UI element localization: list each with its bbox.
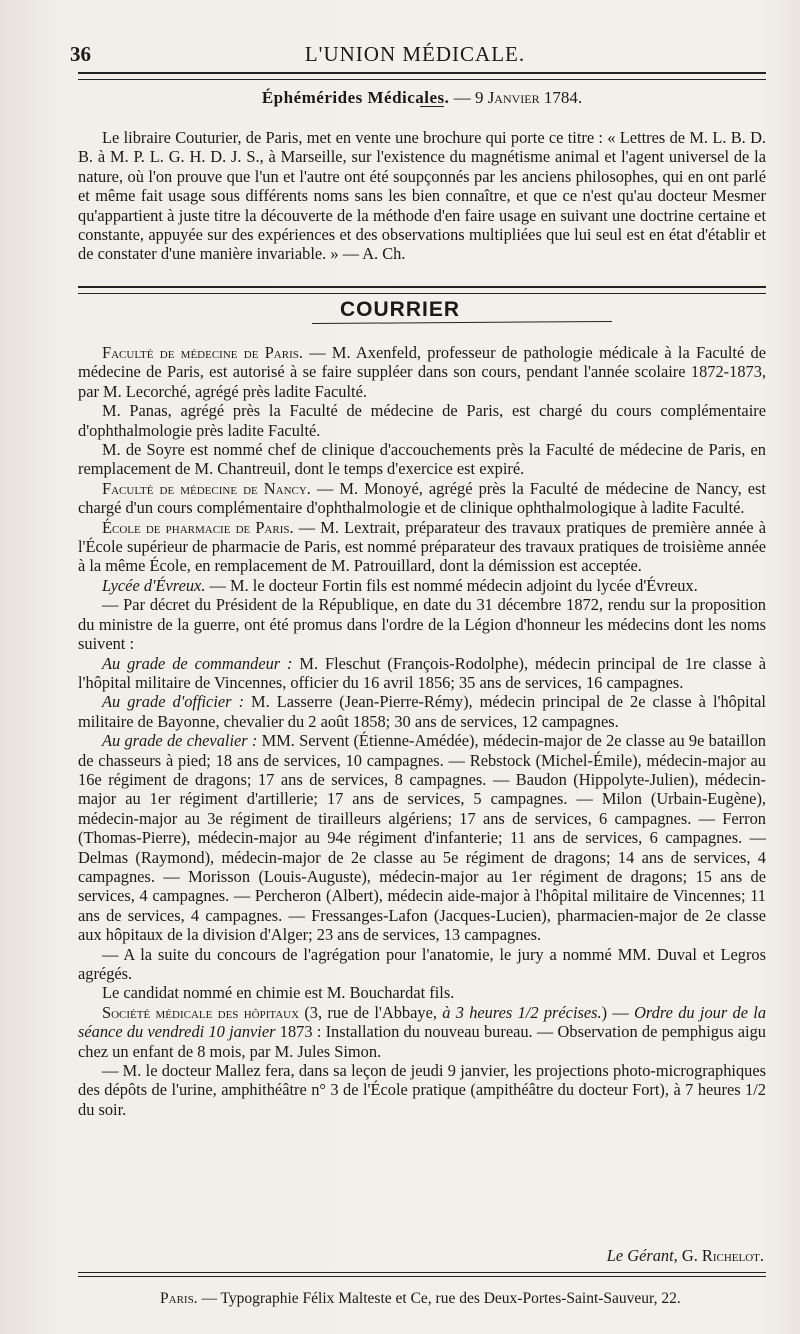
nancy-faculty-lead: Faculté de médecine de Nancy. <box>102 478 311 498</box>
chevalier-text: MM. Servent (Étienne-Amédée), médecin-major de 2e classe au 9e bataillon de chasseurs à pied; 18 ans de services, 10 campagnes. — Rebstock (Michel-Émile), médecin-major au 16e régiment de dragons; 17 ans de services, 8 campagnes. — Baudon (Hippolyte-Julien), médecin-major au 1er régiment d'artillerie; 17 ans de services, 5 campagnes. — Milon (Urbain-Eugène), médecin-major au 3e régiment de tirailleurs algériens; 17 ans de services, 6 campagnes. — Ferron (Thomas-Pierre), médecin-major au 94e régiment d'infanterie; 11 ans de services, 6 campagnes. — Delmas (Raymond), médecin-major de 2e classe au 5e régiment de dragons; 14 ans de services, 4 campagnes. — Morisson (Louis-Auguste), médecin-major au 1er régiment de dragons; 15 ans de services, 4 campagnes. — Percheron (Albert), médecin aide-major à l'hôpital militaire de Vincennes; 11 ans de services, 4 campagnes. — Fressanges-Lafon (Jacques-Lucien), pharmacien-major de 2e classe aux hôpitaux de la division d'Alger; 23 ans de services, 13 campagnes. <box>78 731 766 945</box>
paris-faculty-paragraph <box>78 343 766 401</box>
societe-medicale-text: 1873 : Installation du nouveau bureau. — Observation de pemphigus aigu chez un enfant de 8 mois, par M. Jules Simon. <box>78 1022 766 1061</box>
lycee-evreux-paragraph <box>78 576 766 595</box>
nancy-faculty-text: — M. Monoyé, agrégé près la Faculté de médecine de Nancy, est chargé d'un cours complémentaire d'ophthalmologie et de clinique ophthalmologique à ladite Faculté. <box>78 478 766 518</box>
societe-medicale-paragraph <box>78 1003 766 1061</box>
header-rule <box>78 72 766 80</box>
ephemerides-section <box>78 88 766 264</box>
mallez-paragraph: — M. le docteur Mallez fera, dans sa leçon de jeudi 9 janvier, les projections photo-micrographiques des dépôts de l'urine, amphithéâtre n° 3 de l'École pratique (ampithéâtre du docteur Fort), à 7 heures 1/2 du soir. <box>78 1061 766 1119</box>
commandeur-paragraph <box>78 654 766 693</box>
societe-medicale-order: Ordre du jour de la séance du vendredi 10 janvier <box>78 1002 767 1042</box>
legion-honneur-paragraph: — Par décret du Président de la République, en date du 31 décembre 1872, rendu sur la proposition du ministre de la guerre, ont été promus dans l'ordre de la Légion d'honneur les médecins dont les noms suivent : <box>78 595 766 654</box>
chevalier-lead: Au grade de chevalier : <box>102 731 258 751</box>
footer-rule-top <box>78 1272 766 1273</box>
panas-paragraph: M. Panas, agrégé près la Faculté de médecine de Paris, est chargé du cours complémentaire d'ophthalmologie près ladite Faculté. <box>78 401 766 440</box>
paris-faculty-text: — M. Axenfeld, professeur de pathologie médicale à la Faculté de médecine de Paris, est autorisé à se faire suppléer dans son cours, pendant l'année scolaire 1872-1873, par M. Lecorché, agrégé près ladite Faculté. <box>78 343 766 401</box>
courrier-title: COURRIER <box>339 298 460 321</box>
footer-rule-bottom <box>78 1276 766 1277</box>
journal-title: L'UNION MÉDICALE. <box>304 42 526 66</box>
imprint-text: — Typographie Félix Malteste et Ce, rue des Deux-Portes-Saint-Sauveur, 22. <box>197 1290 681 1307</box>
societe-medicale-lead: Société médicale des hôpitaux <box>102 1002 300 1022</box>
printer-imprint <box>160 1290 770 1308</box>
ephemerides-text: Le libraire Couturier, de Paris, met en vente une brochure qui porte ce titre : « Lettres de M. L. B. D. B. à M. P. L. G. H. D. J. S., à Marseille, sur l'existence du magnétisme animal et l'agent universel de la nature, où l'on prouve que l'un et l'autre ont été soupçonnés par les anciens philosophes, qui en ont parlé et même fait usage sous différents noms sans les bien connaître, et que ce n'est qu'au docteur Mesmer qu'appartient à juste titre la découverte de la méthode d'en faire usage en suivant une doctrine certaine et constante, appuyée sur des expériences et des observations multipliées que lui seul est en état d'établir et de constater d'une manière invariable. » — A. Ch. <box>78 128 766 264</box>
chimie-paragraph: Le candidat nommé en chimie est M. Bouchardat fils. <box>102 983 455 1003</box>
chevalier-paragraph <box>78 731 766 944</box>
heading-dash <box>420 106 444 107</box>
signature <box>607 1246 764 1266</box>
officier-text: M. Lasserre (Jean-Pierre-Rémy), médecin principal de 2e classe à l'hôpital militaire de Bayonne, chevalier du 2 août 1858; 30 ans de services, 12 campagnes. <box>78 692 766 731</box>
pharmacy-school-text: — M. Lextrait, préparateur des travaux pratiques de première année à l'École supérieur de pharmacie de Paris, est nommé préparateur des travaux pratiques de troisième année à la même École, en remplacement de M. Patrouillard, dont la démission est acceptée. <box>78 517 766 576</box>
section-rule <box>78 286 766 294</box>
ephemerides-heading-title: Éphémérides Médicales. <box>261 88 450 107</box>
commandeur-lead: Au grade de commandeur : <box>102 653 293 673</box>
lycee-evreux-lead: Lycée d'Évreux. <box>102 575 206 595</box>
signature-role: Le Gérant, <box>606 1246 678 1265</box>
courrier-section <box>78 343 766 1119</box>
societe-medicale-sep: ) — <box>601 1002 635 1022</box>
signature-name: G. Richelot. <box>681 1246 764 1265</box>
officier-paragraph <box>78 692 766 731</box>
imprint-city: Paris. <box>160 1290 198 1307</box>
running-head <box>70 42 760 70</box>
societe-medicale-address: (3, rue de l'Abbaye, <box>299 1002 443 1022</box>
nancy-faculty-paragraph <box>78 479 766 518</box>
page-number: 36 <box>70 42 91 66</box>
officier-lead: Au grade d'officier : <box>102 692 245 712</box>
de-soyre-paragraph: M. de Soyre est nommé chef de clinique d'accouchements près la Faculté de médecine de Paris, en remplacement de M. Chantreuil, dont le temps d'exercice est expiré. <box>78 440 766 479</box>
lycee-evreux-text: — M. le docteur Fortin fils est nommé médecin adjoint du lycée d'Évreux. <box>205 575 698 595</box>
commandeur-text: M. Fleschut (François-Rodolphe), médecin principal de 1re classe à l'hôpital militaire de Vincennes, officier du 16 avril 1856; 35 ans de services, 16 campagnes. <box>78 653 766 692</box>
paris-faculty-lead: Faculté de médecine de Paris. <box>102 343 303 362</box>
ephemerides-heading <box>78 88 766 108</box>
pharmacy-school-paragraph <box>78 518 766 576</box>
ephemerides-heading-date: — 9 Janvier 1784. <box>453 88 583 107</box>
agregation-paragraph: — A la suite du concours de l'agrégation pour l'anatomie, le jury a nommé MM. Duval et Legros agrégés. <box>78 944 766 983</box>
pharmacy-school-lead: École de pharmacie de Paris. <box>102 517 294 537</box>
societe-medicale-time: à 3 heures 1/2 précises. <box>442 1002 602 1022</box>
